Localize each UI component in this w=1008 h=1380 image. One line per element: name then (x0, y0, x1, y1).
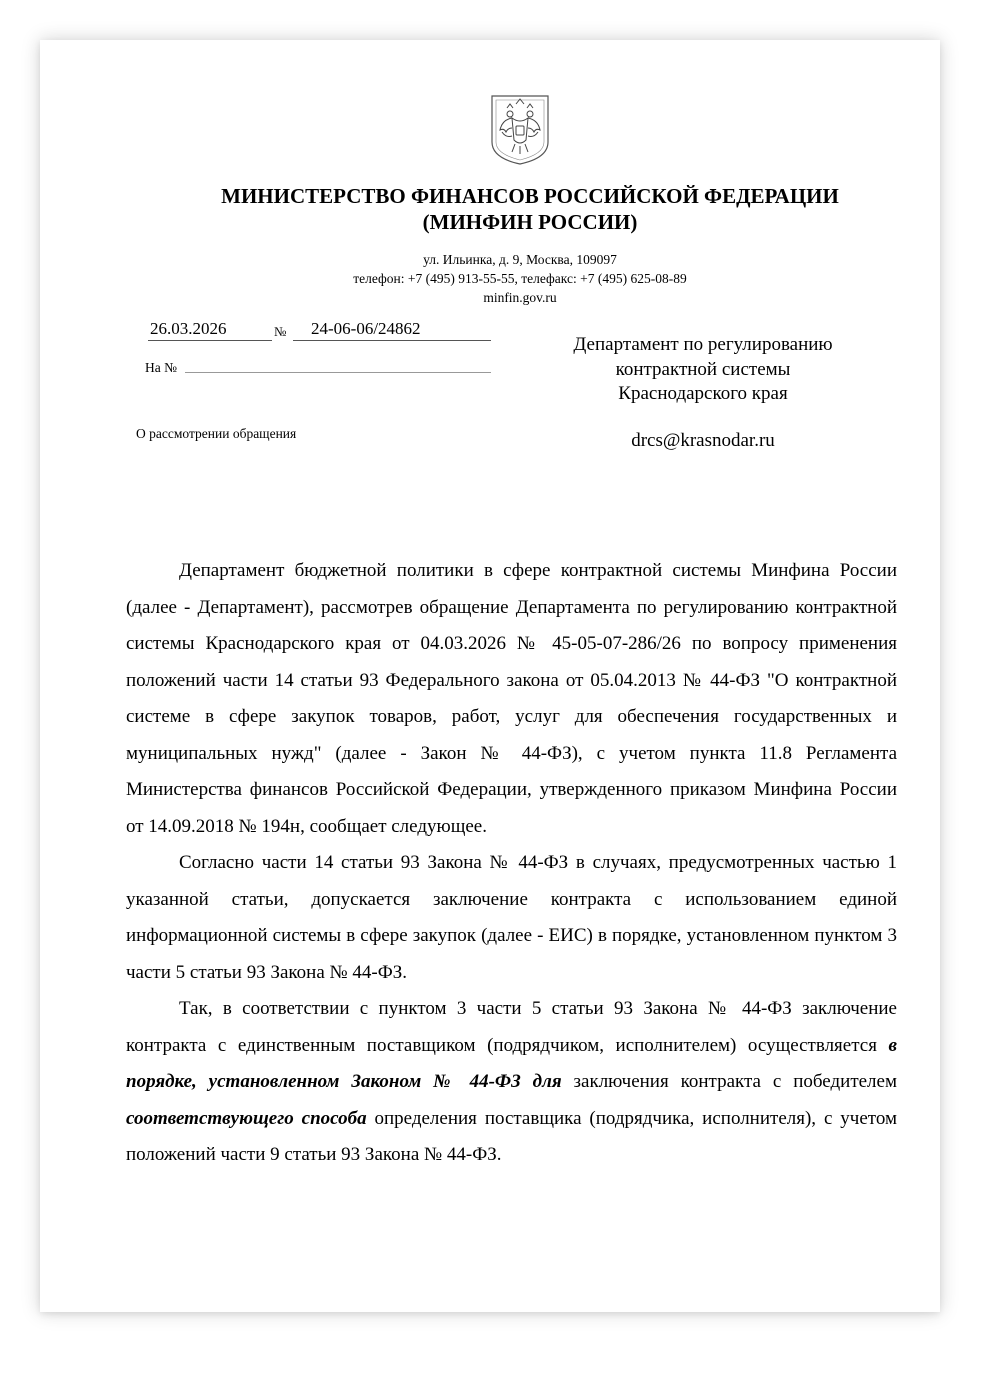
letter-date: 26.03.2026 (148, 318, 272, 341)
ministry-name-line1: МИНИСТЕРСТВО ФИНАНСОВ РОССИЙСКОЙ ФЕДЕРАЦИИ (221, 184, 839, 208)
body-paragraph-1: Департамент бюджетной политики в сфере контрактной системы Минфина России (далее - Департамент), рассмотрев обращение Департамента по регулированию контрактной системы Краснодарского края от 04.03.2026 № 45-05-07-286/26 по вопросу применения положений части 14 статьи 93 Федерального закона от 05.04.2013 № 44-ФЗ "О контрактной системе в сфере закупок товаров, работ, услуг для обеспечения государственных и муниципальных нужд" (далее - Закон № 44-ФЗ), с учетом пункта 11.8 Регламента Министерства финансов Российской Федерации, утвержденного приказом Минфина России от 14.09.2018 № 194н, сообщает следующее. (126, 560, 897, 837)
recipient-email: drcs@krasnodar.ru (631, 430, 775, 451)
letter-page (40, 40, 940, 1312)
ministry-address: ул. Ильинка, д. 9, Москва, 109097 (423, 252, 617, 267)
body-paragraph-2: Согласно части 14 статьи 93 Закона № 44-ФЗ в случаях, предусмотренных частью 1 указанной статьи, допускается заключение контракта с использованием единой информационной системы в сфере закупок (далее - ЕИС) в порядке, установленном пунктом 3 части 5 статьи 93 Закона № 44-ФЗ. (126, 852, 897, 983)
reply-to-line (185, 372, 491, 373)
p3-emphasis-2: соответствующего способа (126, 1107, 367, 1129)
letter-body (126, 553, 897, 1174)
letter-subject: О рассмотрении обращения (136, 426, 297, 441)
recipient-line2: контрактной системы (615, 358, 791, 380)
recipient-block (543, 333, 863, 407)
ministry-phone: телефон: +7 (495) 913-55-55, телефакс: +7 (495) 625-08-89 (353, 271, 687, 286)
ministry-website: minfin.gov.ru (483, 290, 557, 305)
p3-text-c: заключения контракта с победителем (561, 1071, 897, 1092)
p3-text-a: Так, в соответствии с пунктом 3 части 5 статьи 93 Закона № 44-ФЗ заключение контракта с единственным поставщиком (подрядчиком, исполнителем) осуществляется (126, 998, 897, 1056)
ministry-name (40, 183, 940, 235)
p3-text-e: определения поставщика (подрядчика, исполнителя), с учетом положений части 9 статьи 93 Закона № 44-ФЗ. (126, 1107, 897, 1165)
number-sign: № (274, 324, 287, 339)
coat-of-arms-icon (488, 92, 552, 166)
p3-emphasis-1: в порядке, установленном Законом № 44-ФЗ для (126, 1034, 897, 1092)
letter-number: 24-06-06/24862 (293, 318, 491, 341)
recipient-line1: Департамент по регулированию (573, 334, 833, 355)
body-paragraph-3 (126, 991, 897, 1174)
reply-to-label: На № (145, 360, 177, 375)
ministry-name-line2: (МИНФИН РОССИИ) (422, 210, 638, 234)
ministry-contacts (120, 250, 920, 307)
recipient-line3: Краснодарского края (618, 383, 788, 404)
